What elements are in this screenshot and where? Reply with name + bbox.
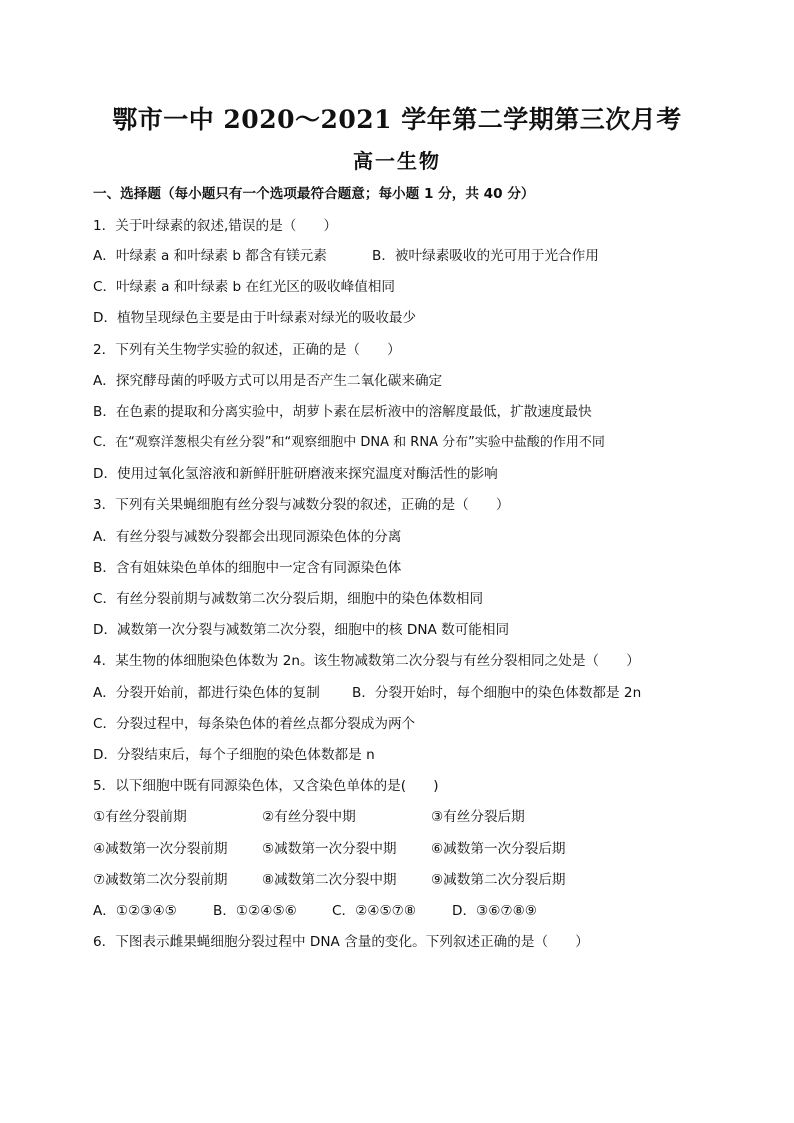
question-1-option-b: B．被叶绿素吸收的光可用于光合作用	[372, 248, 599, 264]
question-5-item: ③有丝分裂后期	[431, 809, 525, 825]
question-4-option-b: B．分裂开始时，每个细胞中的染色体数都是 2n	[352, 685, 642, 701]
question-4-stem: 4．某生物的体细胞染色体数为 2n。该生物减数第二次分裂与有丝分裂相同之处是（ ）	[93, 653, 640, 669]
question-2-stem: 2．下列有关生物学实验的叙述，正确的是（ ）	[93, 342, 401, 358]
question-2-option-b: B．在色素的提取和分离实验中，胡萝卜素在层析液中的溶解度最低，扩散速度最快	[93, 404, 592, 420]
question-5-option-d: D．③⑥⑦⑧⑨	[452, 903, 537, 919]
question-6-stem: 6．下图表示雌果蝇细胞分裂过程中 DNA 含量的变化。下列叙述正确的是（ ）	[93, 934, 589, 950]
question-3-option-a: A．有丝分裂与减数分裂都会出现同源染色体的分离	[93, 529, 402, 545]
question-1-stem: 1．关于叶绿素的叙述,错误的是（ ）	[93, 218, 338, 234]
question-1-option-a: A．叶绿素 a 和叶绿素 b 都含有镁元素	[93, 248, 327, 264]
question-4-option-a: A．分裂开始前，都进行染色体的复制	[93, 685, 320, 701]
page-title: 鄂市一中 2020～2021 学年第二学期第三次月考	[112, 105, 682, 134]
question-5-item: ⑦减数第二次分裂前期	[93, 872, 228, 888]
question-4-option-d: D．分裂结束后，每个子细胞的染色体数都是 n	[93, 747, 375, 763]
question-3-option-d: D．减数第一次分裂与减数第二次分裂，细胞中的核 DNA 数可能相同	[93, 622, 510, 638]
question-1-option-c: C．叶绿素 a 和叶绿素 b 在红光区的吸收峰值相同	[93, 279, 396, 295]
question-2-option-c: C．在“观察洋葱根尖有丝分裂”和“观察细胞中 DNA 和 RNA 分布”实验中盐酸的作用不同	[93, 435, 605, 450]
question-5-item: ⑥减数第一次分裂后期	[431, 841, 566, 857]
question-3-option-c: C．有丝分裂前期与减数第二次分裂后期，细胞中的染色体数相同	[93, 591, 484, 607]
question-5-option-b: B．①②④⑤⑥	[213, 903, 297, 919]
question-5-item: ⑨减数第二次分裂后期	[431, 872, 566, 888]
question-2-option-d: D．使用过氧化氢溶液和新鲜肝脏研磨液来探究温度对酶活性的影响	[93, 466, 498, 482]
question-3-option-b: B．含有姐妹染色单体的细胞中一定含有同源染色体	[93, 560, 402, 576]
question-5-item: ⑧减数第二次分裂中期	[262, 872, 397, 888]
question-5-item: ②有丝分裂中期	[262, 809, 356, 825]
subject-title: 高一生物	[353, 149, 441, 173]
question-5-item: ④减数第一次分裂前期	[93, 841, 228, 857]
question-2-option-a: A．探究酵母菌的呼吸方式可以用是否产生二氧化碳来确定	[93, 373, 443, 389]
question-5-option-c: C．②④⑤⑦⑧	[332, 903, 417, 919]
question-1-option-d: D．植物呈现绿色主要是由于叶绿素对绿光的吸收最少	[93, 310, 417, 326]
question-5-option-a: A．①②③④⑤	[93, 903, 177, 919]
question-5-item: ①有丝分裂前期	[93, 809, 187, 825]
section-heading: 一、选择题（每小题只有一个选项最符合题意；每小题 1 分，共 40 分）	[93, 186, 535, 202]
question-5-stem: 5．以下细胞中既有同源染色体，又含染色单体的是( )	[93, 778, 439, 794]
question-3-stem: 3．下列有关果蝇细胞有丝分裂与减数分裂的叙述，正确的是（ ）	[93, 497, 510, 513]
question-4-option-c: C．分裂过程中，每条染色体的着丝点都分裂成为两个	[93, 716, 416, 732]
question-5-item: ⑤减数第一次分裂中期	[262, 841, 397, 857]
